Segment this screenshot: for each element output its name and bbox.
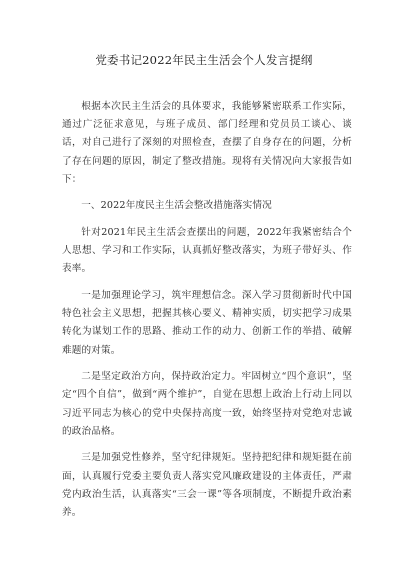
- section-heading: 一、2022年度民主生活会整改措施落实情况: [81, 200, 272, 212]
- paragraph-intro: 根据本次民主生活会的具体要求，我能够紧密联系工作实际，通过广泛征求意见，与班子成员、部门经理和党员员工谈心、谈话，对自己进行了深刻的对照检查，查摆了自身存在的问题，分析了存在问题的原因，制定了整改措施。现将有关情况向大家报告如下：: [62, 101, 352, 185]
- document-body: [62, 98, 352, 522]
- paragraph-summary: 针对2021年民主生活会查摆出的问题，2022年我紧密结合个人思想、学习和工作实际，认真抓好整改落实，为班子带好头、作表率。: [62, 227, 352, 275]
- paragraph-item-1: 一是加强理论学习，筑牢理想信念。深入学习贯彻新时代中国特色社会主义思想，把握其核心要义、精神实质，切实把学习成果转化为谋划工作的思路、推动工作的动力、创新工作的举措、破解难题的对策。: [62, 290, 352, 356]
- document-title: 党委书记2022年民主生活会个人发言提纲: [95, 53, 313, 67]
- paragraph-item-3: 三是加强党性修养，坚守纪律规矩。坚持把纪律和规矩挺在前面，认真履行党委主要负责人落实党风廉政建设的主体责任，严肃党内政治生活，认真落实“三会一课”等各项制度，不断提升政治素养。: [62, 452, 352, 519]
- paragraph-item-2: 二是坚定政治方向，保持政治定力。牢固树立“四个意识”，坚定“四个自信”，做到“两个维护”，自觉在思想上政治上行动上同以习近平同志为核心的党中央保持高度一致，始终坚持对党绝对忠诚的政治品格。: [62, 371, 352, 437]
